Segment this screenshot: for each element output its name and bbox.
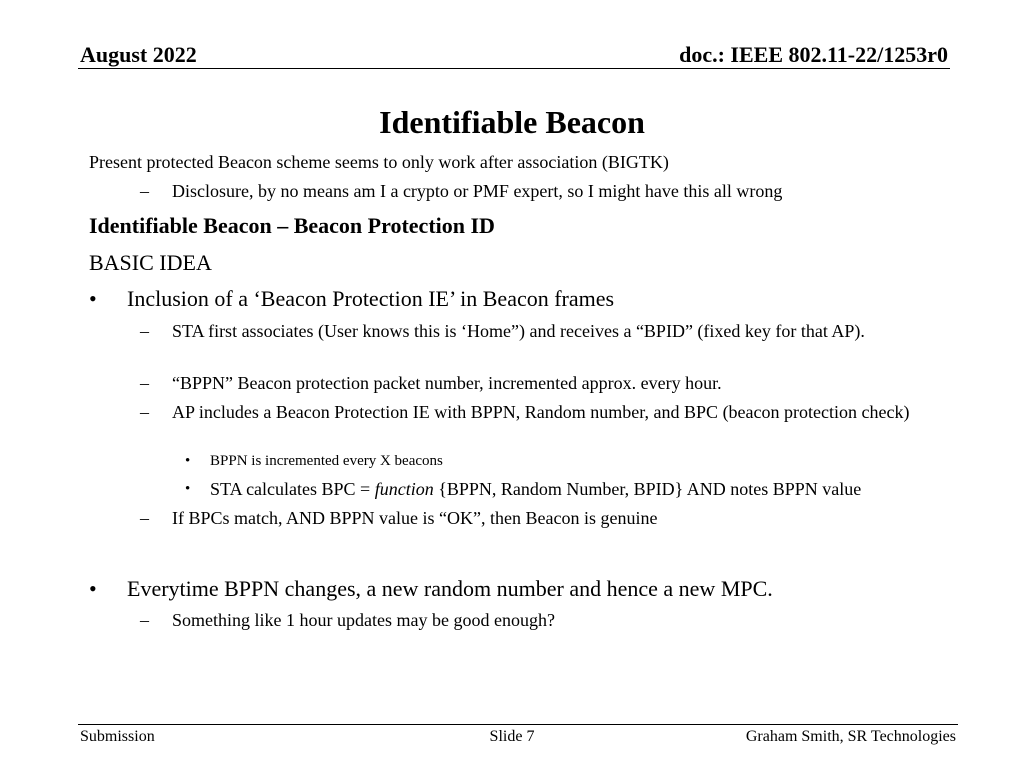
sub-sub-item-1-text: BPPN is incremented every X beacons (210, 453, 443, 469)
bullet-marker: • (89, 286, 97, 311)
footer-slide-number: Slide 7 (489, 728, 535, 745)
intro-text: Present protected Beacon scheme seems to only work after association (BIGTK) (89, 152, 669, 172)
formula-prefix: STA calculates BPC = (210, 479, 375, 499)
basic-idea-label: BASIC IDEA (89, 250, 212, 275)
dash-marker: – (140, 508, 149, 528)
sub-item-4-text: If BPCs match, AND BPPN value is “OK”, then Beacon is genuine (172, 508, 658, 528)
dash-marker: – (140, 181, 149, 201)
footer-author: Graham Smith, SR Technologies (745, 728, 956, 745)
bullet-marker: • (185, 481, 191, 497)
bullet-2-text: Everytime BPPN changes, a new random number and hence a new MPC. (127, 576, 773, 601)
dash-marker: – (140, 402, 149, 422)
formula-function: function (374, 479, 434, 499)
bullet-2-sub-text: Something like 1 hour updates may be good enough? (172, 610, 555, 630)
sub-item-2-text: “BPPN” Beacon protection packet number, incremented approx. every hour. (172, 373, 722, 393)
bullet-marker: • (185, 453, 191, 469)
footer-rule (78, 724, 958, 725)
slide-title: Identifiable Beacon (379, 104, 645, 140)
dash-marker: – (140, 610, 149, 630)
footer-submission: Submission (80, 728, 155, 745)
bullet-1-text: Inclusion of a ‘Beacon Protection IE’ in Beacon frames (127, 286, 615, 311)
sub-sub-item-2-text (210, 479, 861, 500)
dash-marker: – (140, 321, 149, 341)
bullet-marker: • (89, 576, 97, 601)
formula-suffix: {BPPN, Random Number, BPID} AND notes BPPN value (433, 479, 862, 499)
intro-sub-text: Disclosure, by no means am I a crypto or PMF expert, so I might have this all wrong (172, 181, 783, 201)
sub-item-1-text: STA first associates (User knows this is ‘Home”) and receives a “BPID” (fixed key for that AP). (172, 321, 865, 341)
header-rule (78, 68, 950, 69)
dash-marker: – (140, 373, 149, 393)
header-date: August 2022 (80, 42, 197, 67)
sub-item-3-text: AP includes a Beacon Protection IE with BPPN, Random number, and BPC (beacon protection check) (172, 402, 910, 422)
section-heading: Identifiable Beacon – Beacon Protection ID (89, 213, 495, 238)
header-doc-id: doc.: IEEE 802.11-22/1253r0 (679, 42, 948, 67)
